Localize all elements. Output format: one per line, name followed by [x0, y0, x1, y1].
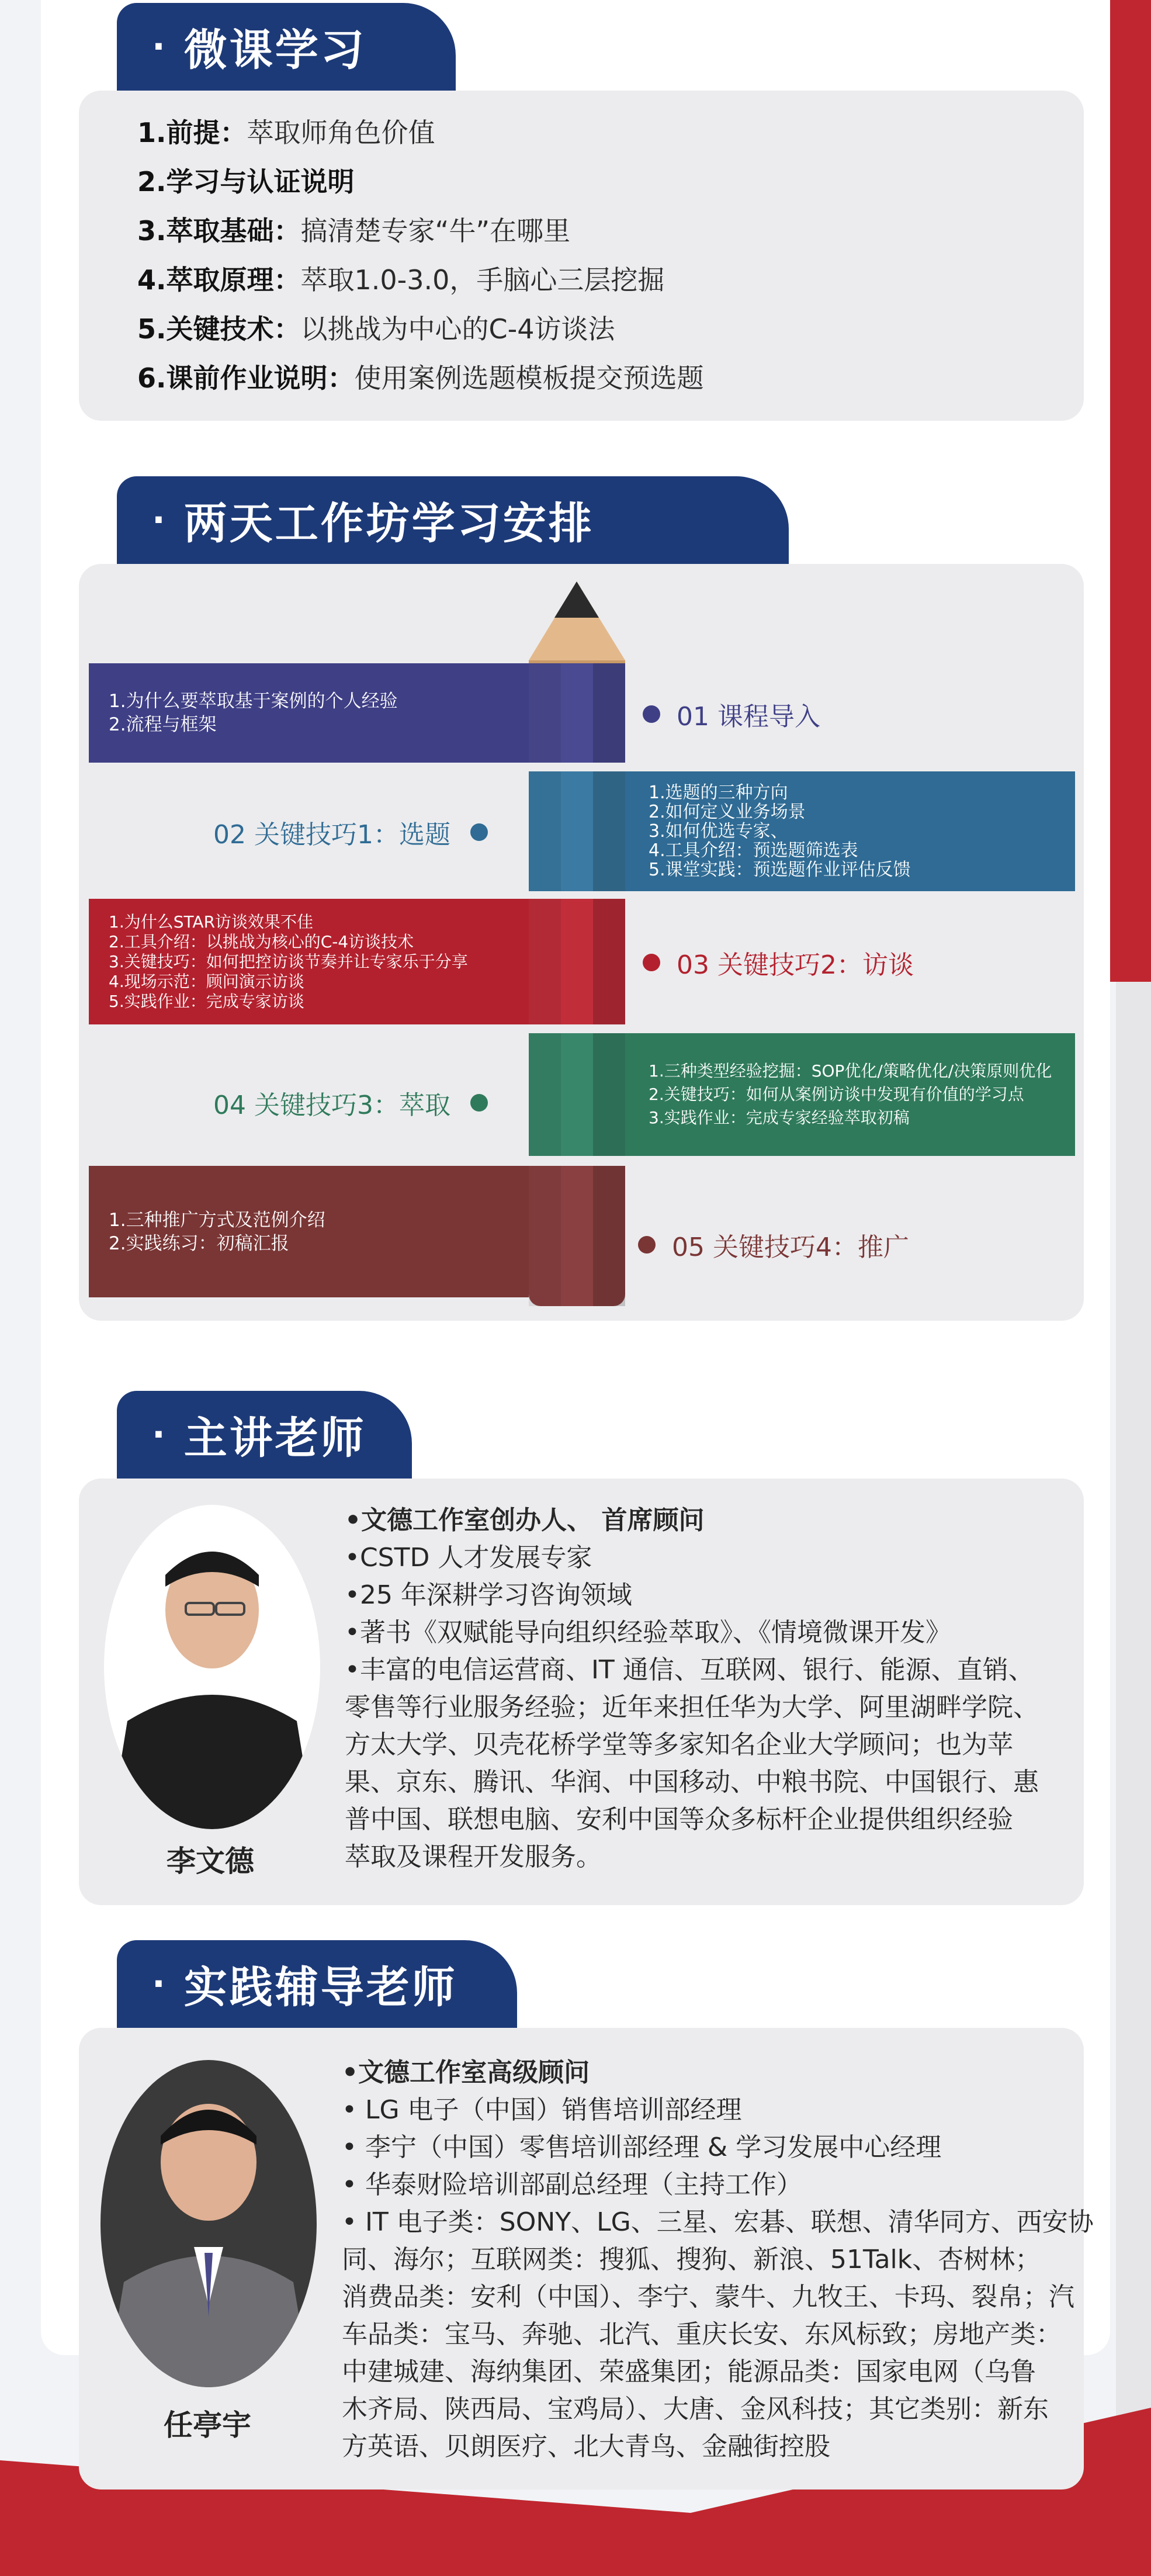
list-item	[137, 304, 703, 354]
module-05-label	[638, 1226, 909, 1263]
list-item	[137, 206, 703, 255]
module-01-label	[643, 695, 820, 733]
item-text: 使用案例选题模板提交预选题	[354, 362, 704, 394]
item-text: 以挑战为中心的C-4访谈法	[300, 313, 615, 345]
bio-line: 消费品类：安利（中国）、李宁、蒙牛、九牧王、卡玛、裂帛；汽	[342, 2282, 1074, 2312]
bio-line: 零售等行业服务经验；近年来担任华为大学、阿里湖畔学院、	[345, 1692, 1039, 1722]
detail-line: 3.如何优选专家、	[649, 821, 788, 842]
detail-line: 1.为什么要萃取基于案例的个人经验	[109, 691, 398, 712]
detail-line: 1.三种推广方式及范例介绍	[109, 1209, 325, 1231]
bio-line: 车品类：宝马、奔驰、北汽、重庆长安、东风标致；房地产类：	[342, 2319, 1062, 2349]
list-item	[137, 108, 703, 157]
header-dot: ·	[152, 1964, 168, 2004]
micro-course-panel	[79, 91, 1084, 421]
pencil-segment-03	[529, 899, 625, 1024]
section-header-micro-course	[117, 3, 456, 91]
bio-line: •文德工作室高级顾问	[342, 2058, 590, 2087]
section-title: 微课学习	[183, 25, 366, 75]
bio-line: •CSTD 人才发展专家	[345, 1543, 592, 1573]
bio-line: 萃取及课程开发服务。	[345, 1842, 602, 1872]
module-title: 01 课程导入	[677, 702, 820, 732]
section-header-practice-coach	[117, 1940, 517, 2028]
detail-line: 5.课堂实践：预选题作业评估反馈	[649, 860, 911, 880]
bio-line: •著书《双赋能导向组织经验萃取》、《情境微课开发》	[345, 1618, 951, 1647]
detail-line: 4.现场示范：顾问演示访谈	[109, 971, 304, 991]
bullet-icon	[643, 954, 660, 971]
person-silhouette-icon	[104, 1505, 320, 1829]
bio-line: 木齐局、陕西局、宝鸡局）、大唐、金风科技；其它类别：新东	[342, 2394, 1049, 2424]
bullet-icon	[643, 705, 660, 723]
detail-line: 2.关键技巧：如何从案例访谈中发现有价值的学习点	[649, 1085, 1024, 1104]
coach-portrait-avatar	[100, 2060, 317, 2387]
pencil-segment-02	[529, 771, 625, 891]
bio-line: 普中国、联想电脑、安利中国等众多标杆企业提供组织经验	[345, 1805, 1013, 1834]
practice-coach-bio	[342, 2054, 1094, 2466]
detail-line: 2.实践练习：初稿汇报	[109, 1232, 289, 1254]
item-heading: 6.课前作业说明：	[137, 362, 355, 394]
lead-teacher-bio	[345, 1502, 1039, 1876]
module-title: 05 关键技巧4：推广	[672, 1232, 909, 1262]
module-title: 04 关键技巧3：萃取	[213, 1090, 450, 1120]
module-title: 03 关键技巧2：访谈	[677, 950, 914, 980]
module-03-label	[643, 944, 914, 981]
list-item	[137, 255, 703, 304]
detail-line: 4.工具介绍：预选题筛选表	[649, 840, 858, 861]
teacher-portrait-avatar	[104, 1505, 320, 1829]
bio-line: • IT 电子类：SONY、LG、三星、宏碁、联想、清华同方、西安协	[342, 2207, 1094, 2237]
item-heading: 2.学习与认证说明	[137, 166, 355, 198]
section-title: 实践辅导老师	[183, 1962, 457, 2013]
person-silhouette-icon	[100, 2060, 317, 2387]
bio-line: 同、海尔；互联网类：搜狐、搜狗、新浪、51Talk、杏树林；	[342, 2245, 1041, 2274]
item-text: 搞清楚专家“牛”在哪里	[300, 215, 571, 247]
list-item	[137, 354, 703, 403]
module-04-label	[213, 1084, 488, 1121]
detail-line: 2.如何定义业务场景	[649, 802, 806, 822]
decor-gray-stripe	[1116, 982, 1151, 2443]
module-02-label	[213, 813, 488, 851]
micro-course-list	[137, 108, 703, 403]
module-05-details	[89, 1166, 529, 1297]
bio-line: •文德工作室创办人、 首席顾问	[345, 1505, 705, 1535]
bio-line: 果、京东、腾讯、华润、中国移动、中粮书院、中国银行、惠	[345, 1767, 1039, 1797]
bio-line: 方太大学、贝壳花桥学堂等多家知名企业大学顾问；也为苹	[345, 1730, 1013, 1760]
item-text: 萃取师角色价值	[247, 117, 435, 148]
section-title: 主讲老师	[183, 1413, 366, 1463]
bio-line: •丰富的电信运营商、IT 通信、互联网、银行、能源、直销、	[345, 1655, 1034, 1685]
list-item	[137, 157, 703, 206]
header-dot: ·	[152, 1414, 168, 1455]
detail-line: 5.实践作业：完成专家访谈	[109, 991, 304, 1011]
item-text: 萃取1.0-3.0，手脑心三层挖掘	[300, 264, 665, 296]
detail-line: 2.流程与框架	[109, 714, 217, 735]
detail-line: 1.选题的三种方向	[649, 783, 788, 803]
bio-line: • LG 电子（中国）销售培训部经理	[342, 2095, 742, 2125]
teacher-name: 李文德	[167, 1844, 254, 1878]
section-title: 两天工作坊学习安排	[183, 498, 594, 549]
detail-line: 1.为什么STAR访谈效果不佳	[109, 912, 314, 932]
decor-red-stripe	[1110, 0, 1151, 982]
header-dot: ·	[152, 26, 168, 67]
detail-line: 2.工具介绍：以挑战为核心的C-4访谈技术	[109, 932, 414, 951]
section-header-lead-teacher	[117, 1391, 412, 1479]
bio-line: • 李宁（中国）零售培训部经理 & 学习发展中心经理	[342, 2132, 942, 2162]
module-02-details	[625, 771, 1075, 891]
item-heading: 3.萃取基础：	[137, 215, 301, 247]
item-heading: 5.关键技术：	[137, 313, 301, 345]
module-04-details	[625, 1033, 1075, 1156]
item-heading: 1.前提：	[137, 117, 247, 148]
module-title: 02 关键技巧1：选题	[213, 820, 450, 850]
coach-name: 任亭宇	[164, 2408, 251, 2442]
bullet-icon	[470, 823, 488, 841]
pencil-segment-04	[529, 1033, 625, 1156]
header-dot: ·	[152, 500, 168, 541]
pencil-segment-05	[529, 1166, 625, 1306]
module-01-details	[89, 663, 529, 763]
bullet-icon	[638, 1236, 656, 1254]
detail-line: 1.三种类型经验挖掘：SOP优化/策略优化/决策原则优化	[649, 1061, 1052, 1081]
bullet-icon	[470, 1094, 488, 1112]
bio-line: •25 年深耕学习咨询领域	[345, 1580, 632, 1610]
item-heading: 4.萃取原理：	[137, 264, 301, 296]
pencil-tip-icon	[529, 581, 625, 663]
pencil-segment-01	[529, 663, 625, 763]
module-03-details	[89, 899, 529, 1024]
bio-line: • 华泰财险培训部副总经理（主持工作）	[342, 2170, 802, 2200]
detail-line: 3.实践作业：完成专家经验萃取初稿	[649, 1108, 910, 1127]
detail-line: 3.关键技巧：如何把控访谈节奏并让专家乐于分享	[109, 951, 468, 971]
bio-line: 方英语、贝朗医疗、北大青鸟、金融街控股	[342, 2432, 830, 2461]
bio-line: 中建城建、海纳集团、荣盛集团；能源品类：国家电网（乌鲁	[342, 2357, 1036, 2387]
section-header-workshop	[117, 476, 789, 564]
